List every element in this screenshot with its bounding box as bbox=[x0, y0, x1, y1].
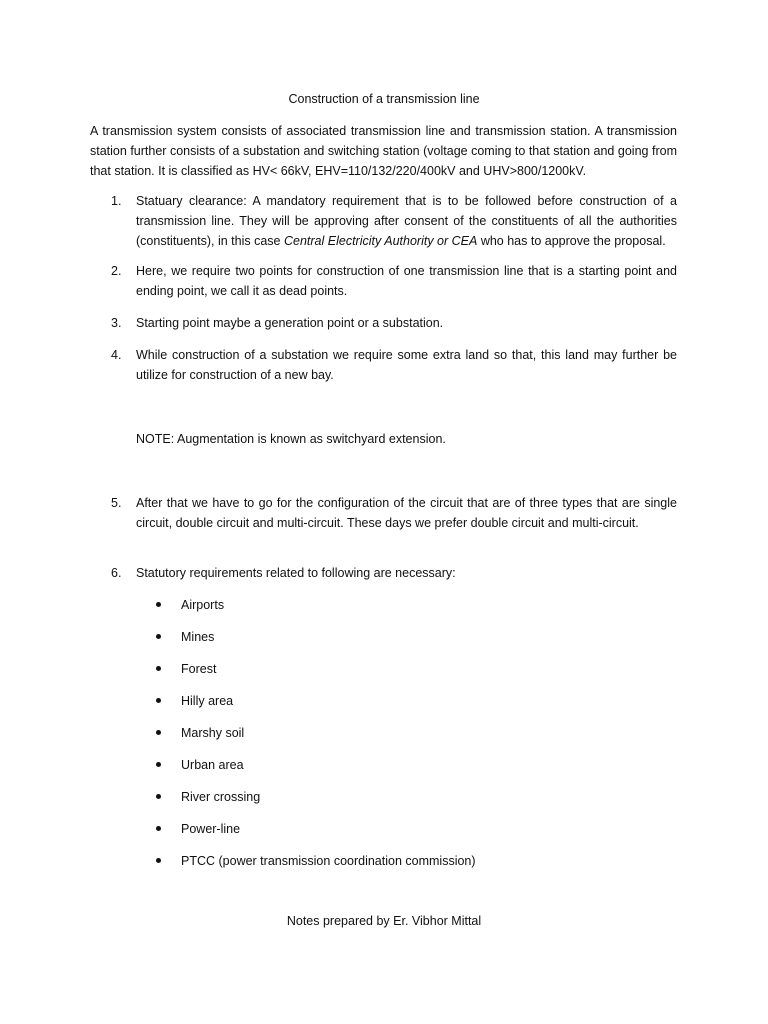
list-text-part: Statuary clearance: A mandatory requirement that is to be followed before construction of a transmission line. They will be approving after consent of the constituents of all the authorities (constituents), in this case bbox=[136, 194, 677, 248]
bullet-text: Power-line bbox=[181, 822, 241, 836]
document-title: Construction of a transmission line bbox=[288, 92, 480, 106]
bullet-item bbox=[156, 659, 676, 691]
list-item-6 bbox=[111, 563, 677, 583]
list-number: 5. bbox=[111, 496, 122, 510]
bullet-text: PTCC (power transmission coordination commission) bbox=[181, 854, 476, 868]
list-item-5 bbox=[111, 493, 677, 533]
list-item-text: Statutory requirements related to following are necessary: bbox=[136, 566, 456, 580]
bullet-text: Hilly area bbox=[181, 694, 234, 708]
list-text-italic: Central Electricity Authority or CEA bbox=[283, 234, 478, 248]
bullet-text: River crossing bbox=[181, 790, 261, 804]
list-item-text bbox=[136, 191, 677, 251]
note-text: NOTE: Augmentation is known as switchyard extension. bbox=[136, 432, 446, 446]
bullet-text: Urban area bbox=[181, 758, 244, 772]
bullet-item bbox=[156, 723, 676, 755]
bullet-text: Forest bbox=[181, 662, 217, 676]
list-item-text: Starting point maybe a generation point or a substation. bbox=[136, 316, 444, 330]
intro-paragraph: A transmission system consists of associated transmission line and transmission station. A transmission station further consists of a substation and switching station (voltage coming to that station and going from that station. It is classified as HV< 66kV, EHV=110/132/220/400kV and UHV>800/1200kV. bbox=[90, 124, 677, 178]
bullet-item bbox=[156, 851, 676, 883]
list-item-text: After that we have to go for the configuration of the circuit that are of three types that are single circuit, double circuit and multi-circuit. These days we prefer double circuit and multi-circuit. bbox=[136, 496, 677, 530]
bullet-text: Airports bbox=[181, 598, 225, 612]
list-item-1 bbox=[111, 191, 677, 251]
bullet-icon bbox=[156, 634, 161, 639]
bullet-icon bbox=[156, 602, 161, 607]
bullet-item bbox=[156, 691, 676, 723]
bullet-item bbox=[156, 819, 676, 851]
bullet-text: Marshy soil bbox=[181, 726, 245, 740]
list-item-3 bbox=[111, 313, 677, 333]
bullet-icon bbox=[156, 794, 161, 799]
list-text-part: who has to approve the proposal. bbox=[477, 234, 666, 248]
author-footer: Notes prepared by Er. Vibhor Mittal bbox=[286, 914, 482, 928]
bullet-item bbox=[156, 755, 676, 787]
bullet-icon bbox=[156, 698, 161, 703]
bullet-icon bbox=[156, 858, 161, 863]
list-item-2 bbox=[111, 261, 677, 301]
requirements-bullet-list bbox=[156, 595, 676, 883]
bullet-item bbox=[156, 595, 676, 627]
list-number: 2. bbox=[111, 264, 122, 278]
list-item-4 bbox=[111, 345, 677, 385]
list-item-text: While construction of a substation we require some extra land so that, this land may further be utilize for construction of a new bay. bbox=[136, 348, 677, 382]
bullet-icon bbox=[156, 762, 161, 767]
list-number: 1. bbox=[111, 194, 122, 208]
bullet-icon bbox=[156, 730, 161, 735]
bullet-item bbox=[156, 627, 676, 659]
list-number: 3. bbox=[111, 316, 122, 330]
bullet-icon bbox=[156, 666, 161, 671]
list-number: 4. bbox=[111, 348, 122, 362]
bullet-icon bbox=[156, 826, 161, 831]
bullet-item bbox=[156, 787, 676, 819]
list-number: 6. bbox=[111, 566, 122, 580]
list-item-text: Here, we require two points for construction of one transmission line that is a starting point and ending point, we call it as dead points. bbox=[136, 264, 677, 298]
bullet-text: Mines bbox=[181, 630, 215, 644]
